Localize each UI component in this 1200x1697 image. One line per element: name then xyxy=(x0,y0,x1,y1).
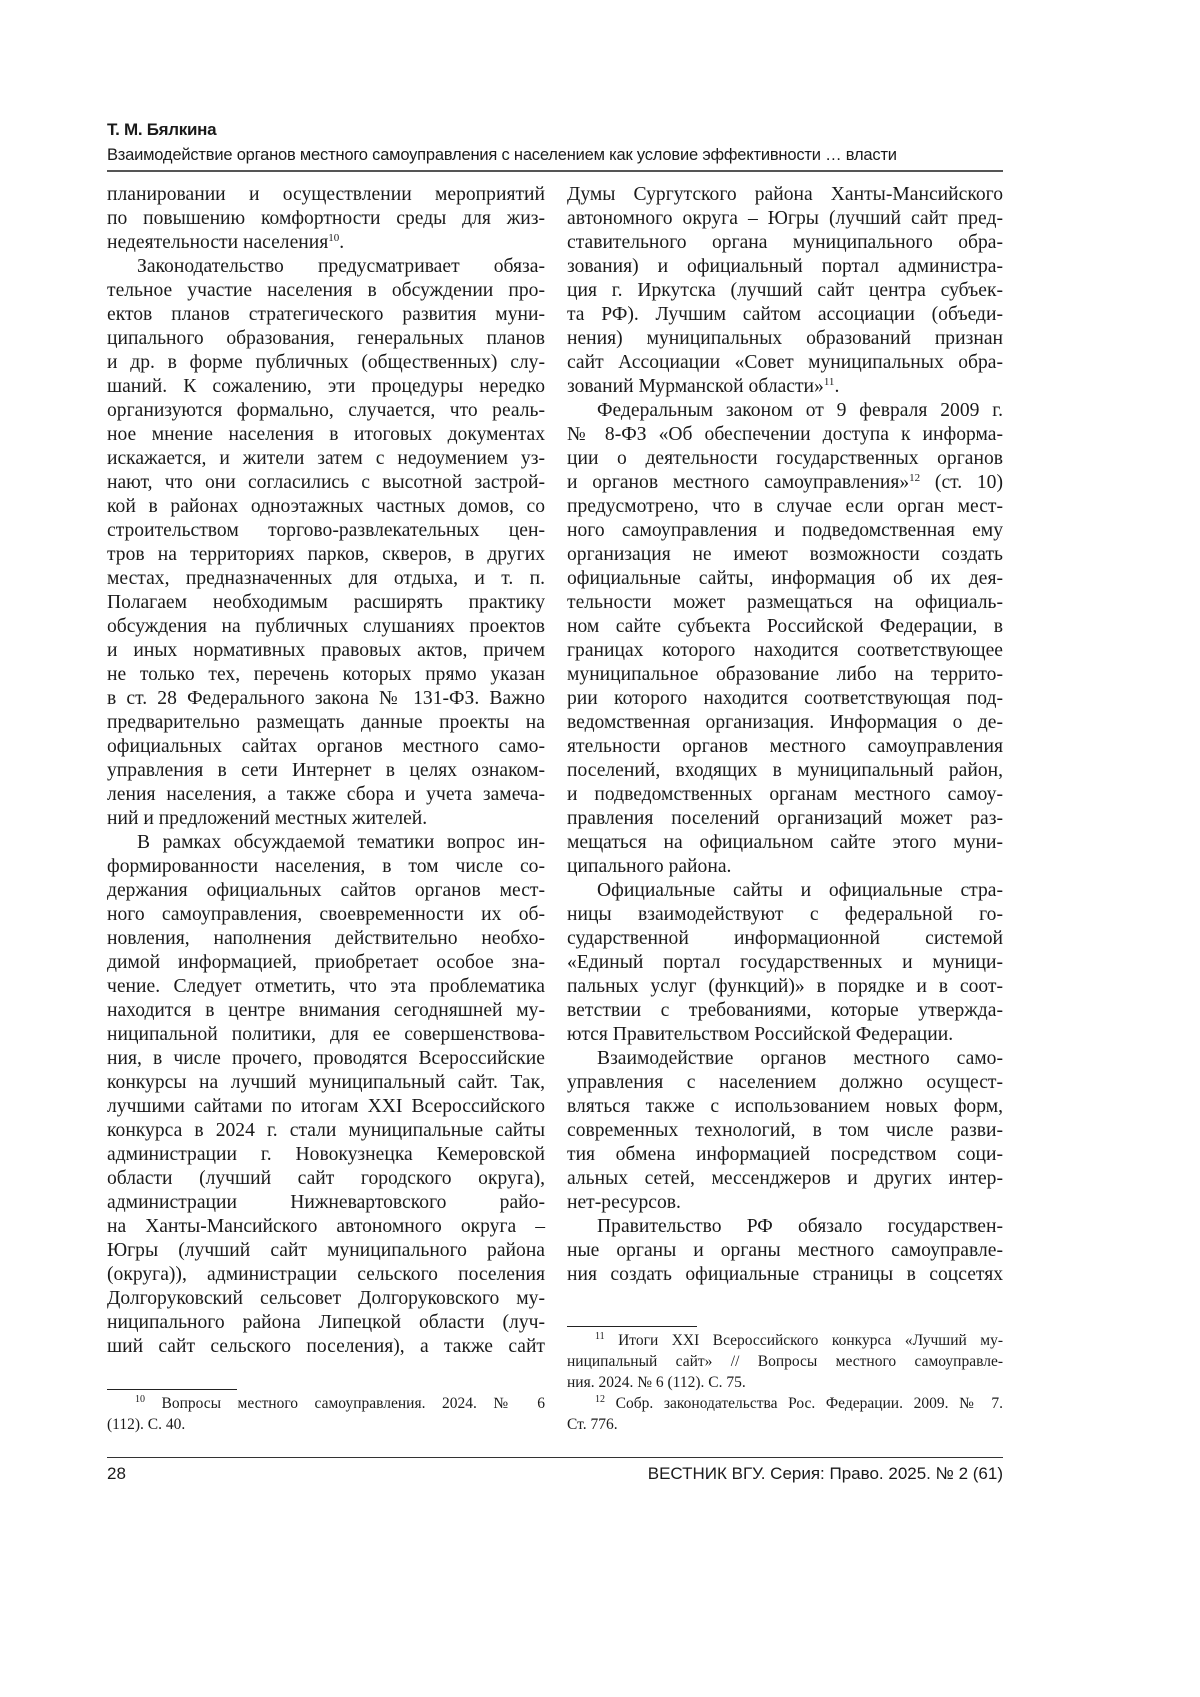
line-text: ции о деятельности государственных органов xyxy=(567,448,1003,469)
line-text: ное мнение населения в итоговых документах xyxy=(107,424,545,445)
text-line xyxy=(567,975,1003,999)
line-text: вляться также с использованием новых форм, xyxy=(567,1096,1003,1117)
footer-rule xyxy=(107,1457,1003,1458)
paragraph xyxy=(567,879,1003,1047)
line-text: предварительно размещать данные проекты на xyxy=(107,712,545,733)
text-line xyxy=(107,687,545,711)
line-text: по повышению комфортности среды для жиз- xyxy=(107,208,545,229)
line-text: местах, предназначенных для отдыха, и т. п. xyxy=(107,568,545,589)
text-line xyxy=(107,783,545,807)
article-title: Взаимодействие органов местного самоуправления с населением как условие эффективности … власти xyxy=(107,142,1003,168)
line-text: официальных сайтах органов местного само- xyxy=(107,736,545,757)
text-line xyxy=(567,879,1003,903)
line-text: сайт Ассоциации «Совет муниципальных обра- xyxy=(567,352,1003,373)
text-line xyxy=(107,1287,545,1311)
footnote-text: ниципальный сайт» // Вопросы местного самоуправле- xyxy=(567,1353,1003,1370)
footnote-number: 11 xyxy=(595,1331,605,1342)
line-text: и иных нормативных правовых актов, причем xyxy=(107,640,545,661)
line-text: ниципального района Липецкой области (луч- xyxy=(107,1312,545,1333)
text-line xyxy=(567,399,1003,423)
line-text: Думы Сургутского района Ханты-Мансийского xyxy=(567,184,1003,205)
text-line xyxy=(107,1311,545,1335)
footnote-line xyxy=(567,1351,1003,1372)
line-text: нают, что они согласились с высотной застрой- xyxy=(107,472,545,493)
line-text: ния, в числе прочего, проводятся Всероссийские xyxy=(107,1048,545,1069)
line-text: находится в центре внимания сегодняшней му- xyxy=(107,1000,545,1021)
text-line xyxy=(567,1263,1003,1287)
text-line xyxy=(107,831,545,855)
line-text: чение. Следует отметить, что эта проблематика xyxy=(107,976,545,997)
line-text: и др. в форме публичных (общественных) слу- xyxy=(107,352,545,373)
right-column xyxy=(567,183,1003,1287)
text-line xyxy=(107,615,545,639)
text-line xyxy=(107,1215,545,1239)
line-text: управления с населением должно осущест- xyxy=(567,1072,1003,1093)
line-text: администрации Нижневартовского райо- xyxy=(107,1192,545,1213)
line-text: организация не имеют возможности создать xyxy=(567,544,1003,565)
line-text: ция г. Иркутска (лучший сайт центра субъек- xyxy=(567,280,1003,301)
text-line xyxy=(107,1335,545,1359)
line-text: новления, наполнения действительно необхо- xyxy=(107,928,545,949)
text-line xyxy=(107,519,545,543)
text-line xyxy=(567,615,1003,639)
line-text: ведомственная организация. Информация о де- xyxy=(567,712,1003,733)
line-text: лучшими сайтами по итогам XXI Всероссийского xyxy=(107,1096,545,1117)
line-text: ятельности органов местного самоуправления xyxy=(567,736,1003,757)
text-line xyxy=(567,231,1003,255)
line-text: ниципальной политики, для ее совершенствова- xyxy=(107,1024,545,1045)
line-text: «Единый портал государственных и муници- xyxy=(567,952,1003,973)
text-line xyxy=(567,303,1003,327)
line-text: поселений, входящих в муниципальный район, xyxy=(567,760,1003,781)
footnote-text: Собр. законодательства Рос. Федерации. 2009. № 7. xyxy=(616,1395,1003,1412)
footnote-number: 12 xyxy=(595,1394,605,1405)
text-line xyxy=(107,663,545,687)
text-line xyxy=(567,567,1003,591)
text-line xyxy=(107,591,545,615)
text-line xyxy=(107,1263,545,1287)
line-text: ного самоуправления и подведомственная ему xyxy=(567,520,1003,541)
footnote-ref: 11 xyxy=(824,376,835,388)
page-number: 28 xyxy=(107,1462,126,1486)
line-text: муниципальное образование либо на террито- xyxy=(567,664,1003,685)
text-line xyxy=(567,711,1003,735)
text-line xyxy=(107,207,545,231)
line-text: ектов планов стратегического развития муни- xyxy=(107,304,545,325)
text-line xyxy=(567,519,1003,543)
paragraph xyxy=(107,183,545,255)
line-text: Полагаем необходимым расширять практику xyxy=(107,592,545,613)
text-line xyxy=(107,471,545,495)
text-line xyxy=(107,543,545,567)
text-line xyxy=(107,567,545,591)
text-line xyxy=(567,903,1003,927)
line-text: автономного округа – Югры (лучший сайт пред- xyxy=(567,208,1003,229)
text-line xyxy=(107,855,545,879)
line-text: строительством торгово-развлекательных цен- xyxy=(107,520,545,541)
line-text: Федеральным законом от 9 февраля 2009 г. xyxy=(597,400,1003,421)
line-text: ного самоуправления, своевременности их об- xyxy=(107,904,545,925)
line-text: (округа)), администрации сельского поселения xyxy=(107,1264,545,1285)
line-text: Югры (лучший сайт муниципального района xyxy=(107,1240,545,1261)
footnote xyxy=(567,1393,1003,1435)
line-text: не только тех, перечень которых прямо указан xyxy=(107,664,545,685)
line-text: ставительного органа муниципального обра- xyxy=(567,232,1003,253)
text-line xyxy=(567,1167,1003,1191)
text-line xyxy=(107,183,545,207)
footnote-ref: 10 xyxy=(328,232,339,244)
text-line xyxy=(567,1095,1003,1119)
line-text: и подведомственных органам местного самоу- xyxy=(567,784,1003,805)
text-line xyxy=(107,231,545,255)
line-text: пальных услуг (функций)» в порядке и в соот- xyxy=(567,976,1003,997)
line-text: Долгоруковский сельсовет Долгоруковского му- xyxy=(107,1288,545,1309)
text-line xyxy=(567,1191,1003,1215)
footnote-text: Итоги XXI Всероссийского конкурса «Лучший му- xyxy=(618,1332,1003,1349)
footnote-number: 10 xyxy=(135,1394,145,1405)
text-line xyxy=(107,903,545,927)
page-footer xyxy=(107,1462,1003,1486)
text-line xyxy=(567,759,1003,783)
footnote-ref: 12 xyxy=(909,472,920,484)
text-line xyxy=(567,951,1003,975)
line-text: Законодательство предусматривает обяза- xyxy=(137,256,545,277)
paragraph xyxy=(567,183,1003,399)
line-text: и органов местного самоуправления» xyxy=(567,472,909,493)
text-line xyxy=(567,1023,1003,1047)
line-text: нет-ресурсов. xyxy=(567,1192,681,1213)
text-line xyxy=(107,423,545,447)
text-line xyxy=(107,1095,545,1119)
line-text: ные органы и органы местного самоуправле- xyxy=(567,1240,1003,1261)
text-line xyxy=(107,927,545,951)
line-text: современных технологий, в том числе разви- xyxy=(567,1120,1003,1141)
footnote-line xyxy=(567,1372,1003,1393)
line-text: Официальные сайты и официальные стра- xyxy=(597,880,1003,901)
text-line xyxy=(107,399,545,423)
text-line xyxy=(107,1167,545,1191)
line-text: ципального образования, генеральных планов xyxy=(107,328,545,349)
paragraph xyxy=(107,255,545,831)
footnotes-right xyxy=(567,1330,1003,1435)
line-text: ления населения, а также сбора и учета замеча- xyxy=(107,784,545,805)
text-line xyxy=(107,951,545,975)
line-text: ший сайт сельского поселения), а также сайт xyxy=(107,1336,545,1357)
line-text: тельности может размещаться на официаль- xyxy=(567,592,1003,613)
text-line xyxy=(567,639,1003,663)
footnote-rule xyxy=(567,1326,697,1327)
line-text: планировании и осуществлении мероприятий xyxy=(107,184,545,205)
line-text: администрации г. Новокузнецка Кемеровской xyxy=(107,1144,545,1165)
text-line xyxy=(107,1239,545,1263)
running-header xyxy=(107,118,1003,168)
line-text: тельное участие населения в обсуждении про- xyxy=(107,280,545,301)
line-text: альных сетей, мессенджеров и других интер- xyxy=(567,1168,1003,1189)
line-text: мещаться на официальном сайте этого муни- xyxy=(567,832,1003,853)
line-text: та РФ). Лучшим сайтом ассоциации (объеди- xyxy=(567,304,1003,325)
text-line xyxy=(567,327,1003,351)
paragraph xyxy=(567,1047,1003,1215)
text-line xyxy=(567,1071,1003,1095)
text-line xyxy=(567,807,1003,831)
footnote-line xyxy=(567,1393,1003,1414)
text-line xyxy=(107,327,545,351)
text-line xyxy=(567,927,1003,951)
footnote xyxy=(567,1330,1003,1393)
line-text: искажается, и жители затем с недоумением уз- xyxy=(107,448,545,469)
text-line xyxy=(107,975,545,999)
footnote-line xyxy=(567,1330,1003,1351)
text-line xyxy=(567,1143,1003,1167)
text-line xyxy=(567,855,1003,879)
line-text: в ст. 28 Федерального закона № 131-ФЗ. Важно xyxy=(107,688,545,709)
line-text: формированности населения, в том числе со- xyxy=(107,856,545,877)
line-text: (ст. 10) xyxy=(920,472,1003,493)
text-line xyxy=(567,423,1003,447)
line-text: правления поселений организаций может раз- xyxy=(567,808,1003,829)
line-text: ном сайте субъекта Российской Федерации, в xyxy=(567,616,1003,637)
line-text: держания официальных сайтов органов мест- xyxy=(107,880,545,901)
line-text: предусмотрено, что в случае если орган мест- xyxy=(567,496,1003,517)
text-line xyxy=(107,1191,545,1215)
line-text: . xyxy=(834,376,839,397)
footnote-text: Вопросы местного самоуправления. 2024. № 6 xyxy=(162,1395,546,1412)
paragraph xyxy=(107,831,545,1359)
line-text: зований Мурманской области» xyxy=(567,376,824,397)
paragraph xyxy=(567,1215,1003,1287)
line-text: управления в сети Интернет в целях ознаком- xyxy=(107,760,545,781)
line-text: ципального района. xyxy=(567,856,731,877)
text-line xyxy=(567,783,1003,807)
line-text: области (лучший сайт городского округа), xyxy=(107,1168,545,1189)
line-text: ветствии с требованиями, которые утвержда- xyxy=(567,1000,1003,1021)
author-name: Т. М. Бялкина xyxy=(107,118,1003,142)
text-line xyxy=(107,1047,545,1071)
line-text: официальные сайты, информация об их дея- xyxy=(567,568,1003,589)
text-line xyxy=(107,1023,545,1047)
text-line xyxy=(567,1239,1003,1263)
text-line xyxy=(107,1119,545,1143)
line-text: Взаимодействие органов местного само- xyxy=(597,1048,1003,1069)
text-line xyxy=(107,1071,545,1095)
footnote-text: (112). С. 40. xyxy=(107,1416,185,1433)
header-rule xyxy=(107,170,1003,172)
line-text: конкурса в 2024 г. стали муниципальные сайты xyxy=(107,1120,545,1141)
text-line xyxy=(107,639,545,663)
paragraph xyxy=(567,399,1003,879)
text-line xyxy=(107,375,545,399)
line-text: зования) и официальный портал администра- xyxy=(567,256,1003,277)
text-line xyxy=(107,279,545,303)
left-column xyxy=(107,183,545,1359)
text-line xyxy=(567,1215,1003,1239)
text-line xyxy=(567,1047,1003,1071)
text-line xyxy=(107,711,545,735)
text-line xyxy=(107,495,545,519)
text-line xyxy=(567,207,1003,231)
footnote-line xyxy=(107,1393,545,1414)
line-text: № 8-ФЗ «Об обеспечении доступа к информа- xyxy=(567,424,1003,445)
footnote-line xyxy=(107,1414,545,1435)
text-line xyxy=(567,471,1003,495)
footnote-line xyxy=(567,1414,1003,1435)
line-text: сударственной информационной системой xyxy=(567,928,1003,949)
text-line xyxy=(567,351,1003,375)
text-line xyxy=(107,807,545,831)
line-text: Правительство РФ обязало государствен- xyxy=(597,1216,1003,1237)
line-text: В рамках обсуждаемой тематики вопрос ин- xyxy=(137,832,545,853)
footnote-text: ния. 2024. № 6 (112). С. 75. xyxy=(567,1374,746,1391)
text-line xyxy=(107,1143,545,1167)
journal-name: ВЕСТНИК ВГУ. Серия: Право. 2025. № 2 (61) xyxy=(648,1462,1003,1486)
text-line xyxy=(567,1119,1003,1143)
line-text: на Ханты-Мансийского автономного округа – xyxy=(107,1216,545,1237)
line-text: организуются формально, случается, что реаль- xyxy=(107,400,545,421)
text-line xyxy=(107,735,545,759)
line-text: конкурсы на лучший муниципальный сайт. Так, xyxy=(107,1072,545,1093)
line-text: тров на территориях парков, скверов, в других xyxy=(107,544,545,565)
text-line xyxy=(567,831,1003,855)
text-line xyxy=(567,543,1003,567)
text-line xyxy=(567,591,1003,615)
line-text: ются Правительством Российской Федерации. xyxy=(567,1024,953,1045)
footnotes-left xyxy=(107,1393,545,1435)
text-line xyxy=(567,999,1003,1023)
line-text: . xyxy=(339,232,344,253)
line-text: кой в районах одноэтажных частных домов, со xyxy=(107,496,545,517)
text-line xyxy=(107,759,545,783)
text-line xyxy=(107,351,545,375)
line-text: ний и предложений местных жителей. xyxy=(107,808,427,829)
text-line xyxy=(567,663,1003,687)
text-line xyxy=(567,447,1003,471)
text-line xyxy=(107,303,545,327)
text-line xyxy=(567,183,1003,207)
text-line xyxy=(567,735,1003,759)
text-line xyxy=(107,447,545,471)
line-text: шаний. К сожалению, эти процедуры нередко xyxy=(107,376,545,397)
line-text: границах которого находится соответствующее xyxy=(567,640,1003,661)
text-line xyxy=(107,879,545,903)
line-text: ницы взаимодействуют с федеральной го- xyxy=(567,904,1003,925)
text-line xyxy=(107,255,545,279)
line-text: ния создать официальные страницы в соцсетях xyxy=(567,1264,1003,1285)
text-line xyxy=(567,255,1003,279)
line-text: димой информацией, приобретает особое зна- xyxy=(107,952,545,973)
line-text: тия обмена информацией посредством соци- xyxy=(567,1144,1003,1165)
text-line xyxy=(567,687,1003,711)
line-text: недеятельности населения xyxy=(107,232,328,253)
line-text: обсуждения на публичных слушаниях проектов xyxy=(107,616,545,637)
text-line xyxy=(567,279,1003,303)
line-text: нения) муниципальных образований признан xyxy=(567,328,1003,349)
footnote-rule xyxy=(107,1389,237,1390)
text-line xyxy=(567,495,1003,519)
line-text: рии которого находится соответствующая под- xyxy=(567,688,1003,709)
text-line xyxy=(107,999,545,1023)
text-line xyxy=(567,375,1003,399)
footnote xyxy=(107,1393,545,1435)
footnote-text: Ст. 776. xyxy=(567,1416,618,1433)
